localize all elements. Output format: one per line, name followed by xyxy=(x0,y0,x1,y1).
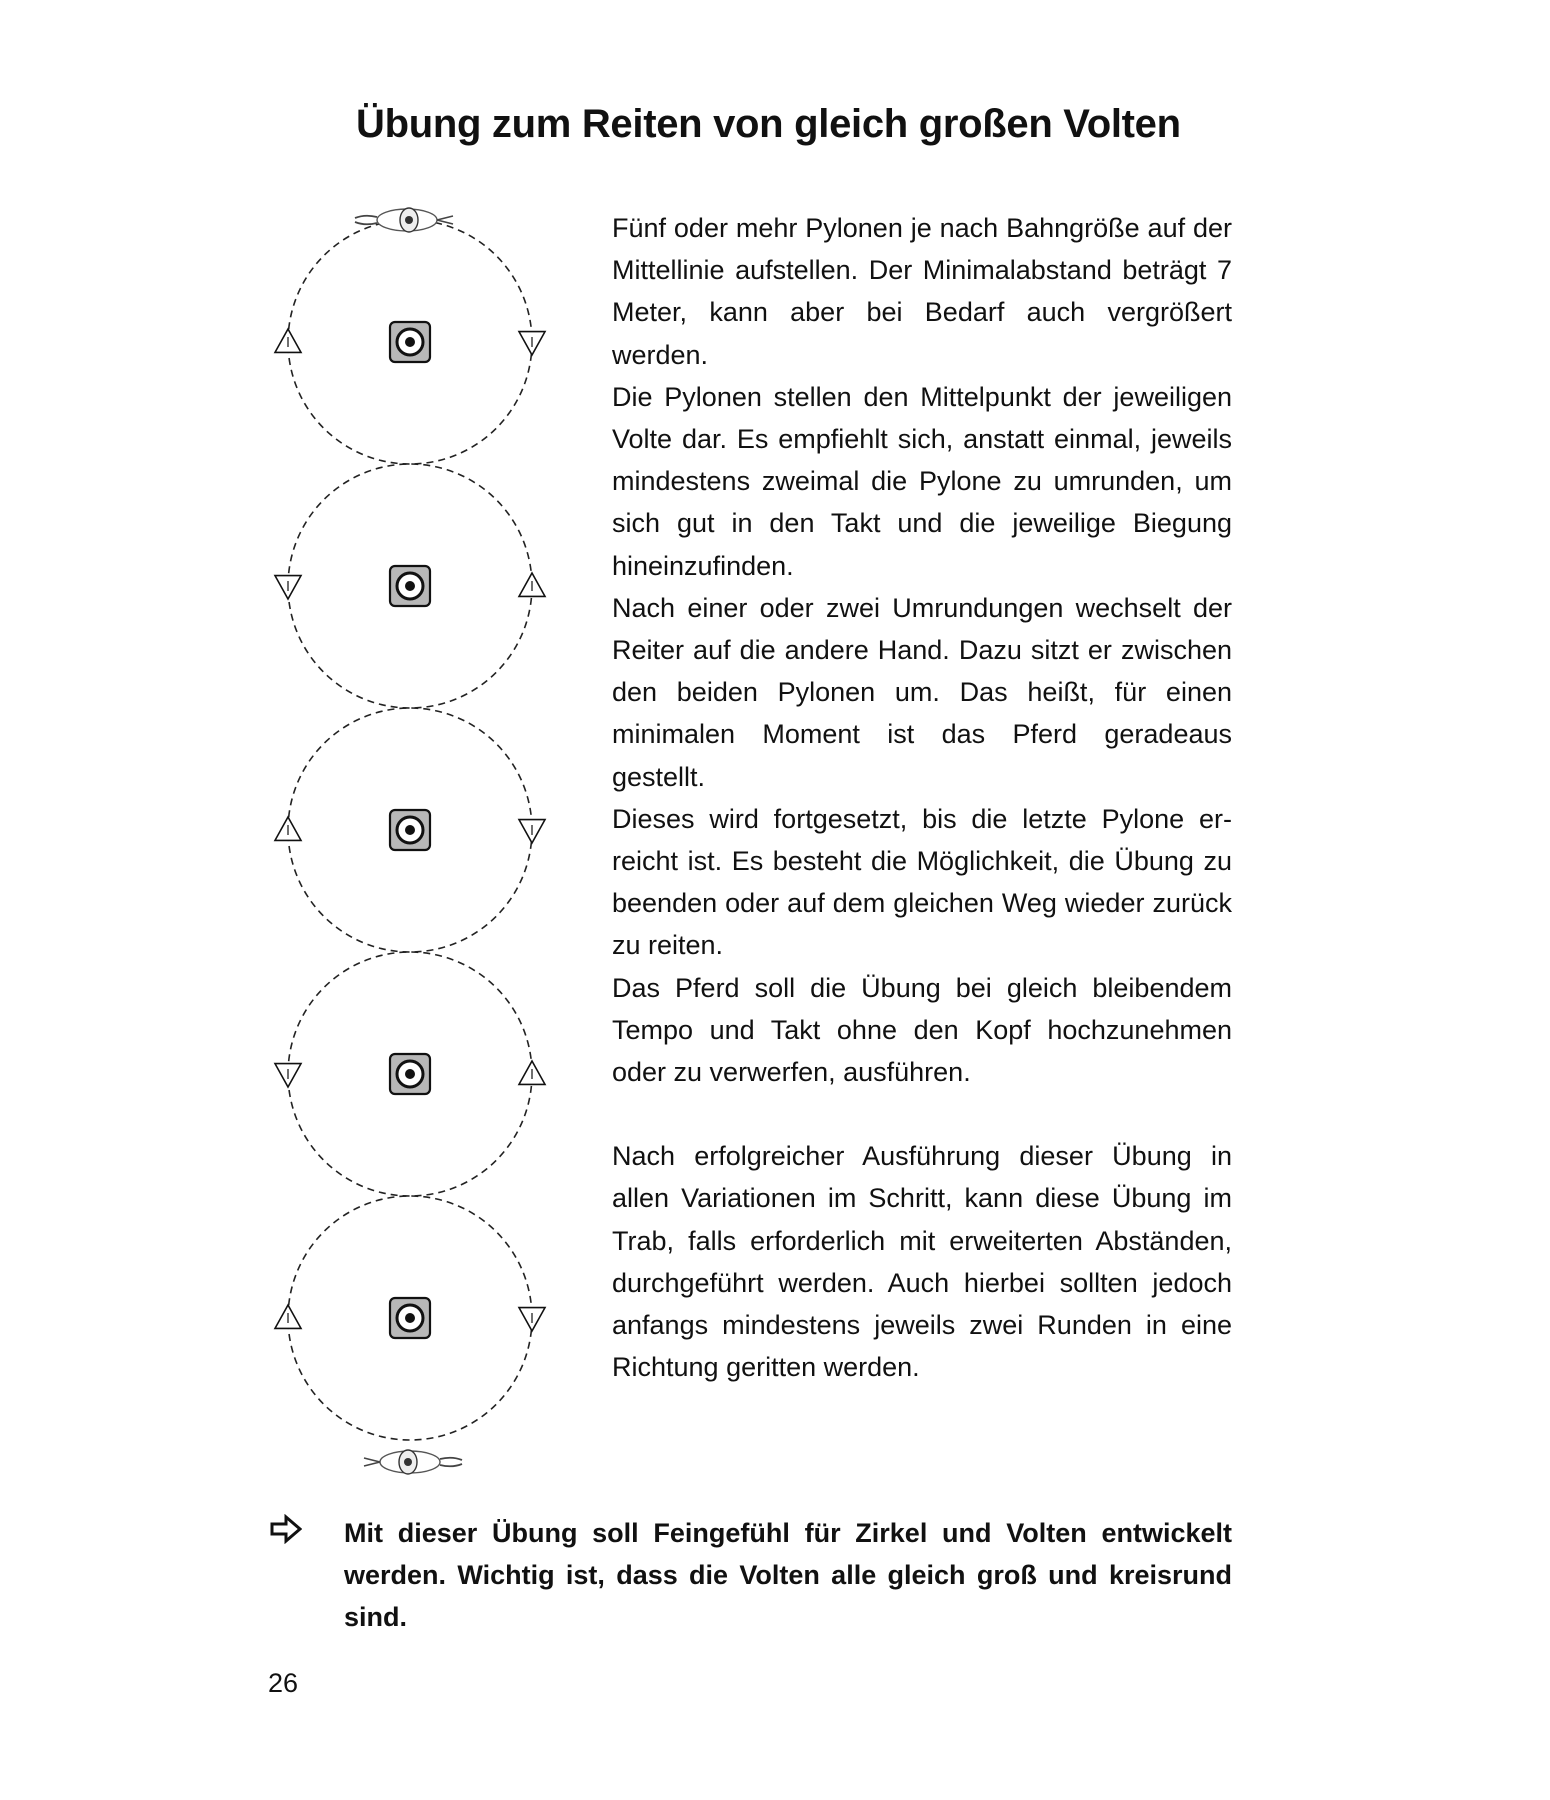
page-number: 26 xyxy=(268,1668,299,1698)
paragraph: Dieses wird fortgesetzt, bis die letzte Pylone erreicht ist. Es besteht die Möglichkeit, die Übung zu beenden oder auf dem gleichen Weg wieder zurück zu reiten. xyxy=(612,803,1232,961)
pylon-icon xyxy=(390,810,430,850)
volte xyxy=(275,708,545,952)
direction-arrow-icon xyxy=(519,332,545,355)
bullet-arrow-icon xyxy=(270,1514,302,1544)
paragraph: Nach erfolgreicher Ausführung dieser Übung in allen Variationen im Schritt, kann diese Übung im Trab, falls erforderlich mit erweiterten Abständen, durchgeführt werden. Auch hierbei sollten jedoch anfangs mindestens jeweils zwei Runden in eine Richtung geritten werden. xyxy=(612,1141,1232,1383)
direction-arrow-icon xyxy=(519,820,545,843)
pylon-icon xyxy=(390,322,430,362)
rider-icon xyxy=(364,1450,462,1474)
direction-arrow-icon xyxy=(275,1305,301,1328)
paragraph: Die Pylonen stellen den Mittelpunkt der jeweiligen Volte dar. Es empfiehlt sich, anstatt einmal, jeweils mindestens zweimal die Pylone zu umrunden, um sich gut in den Takt und die jeweilige Biegung hineinzufinden. xyxy=(612,381,1232,581)
paragraph: Das Pferd soll die Übung bei gleich bleibendem Tempo und Takt ohne den Kopf hochzunehmen oder zu verwerfen, ausführen. xyxy=(612,972,1232,1088)
direction-arrow-icon xyxy=(275,329,301,352)
paragraph: Nach einer oder zwei Umrundungen wechselt der Reiter auf die andere Hand. Dazu sitzt er zwischen den beiden Pylonen um. Das heißt, für einen minimalen Moment ist das Pferd geradeaus gestellt. xyxy=(612,592,1232,792)
direction-arrow-icon xyxy=(519,1061,545,1084)
volte-diagram xyxy=(255,200,565,1480)
volte xyxy=(275,464,545,708)
volte xyxy=(275,220,545,464)
direction-arrow-icon xyxy=(275,817,301,840)
direction-arrow-icon xyxy=(275,576,301,599)
pylon-icon xyxy=(390,1054,430,1094)
rider-icon xyxy=(355,208,453,232)
direction-arrow-icon xyxy=(519,1308,545,1331)
pylon-icon xyxy=(390,566,430,606)
pylon-icon xyxy=(390,1298,430,1338)
direction-arrow-icon xyxy=(519,573,545,596)
paragraph: Fünf oder mehr Pylonen je nach Bahngröße auf der Mittellinie aufstellen. Der Minimalabstand beträgt 7 Meter, kann aber bei Bedarf auch vergrößert werden. xyxy=(612,213,1232,370)
summary-note xyxy=(270,1512,1232,1638)
body-text xyxy=(612,207,1232,1388)
summary-text: Mit dieser Übung soll Feingefühl für Zirkel und Volten entwickelt werden. Wichtig ist, dass die Volten alle gleich groß und kreisrund sind. xyxy=(344,1518,1232,1632)
direction-arrow-icon xyxy=(275,1064,301,1087)
page-title: Übung zum Reiten von gleich großen Volten xyxy=(356,102,1181,146)
volte xyxy=(275,1196,545,1440)
volte xyxy=(275,952,545,1196)
